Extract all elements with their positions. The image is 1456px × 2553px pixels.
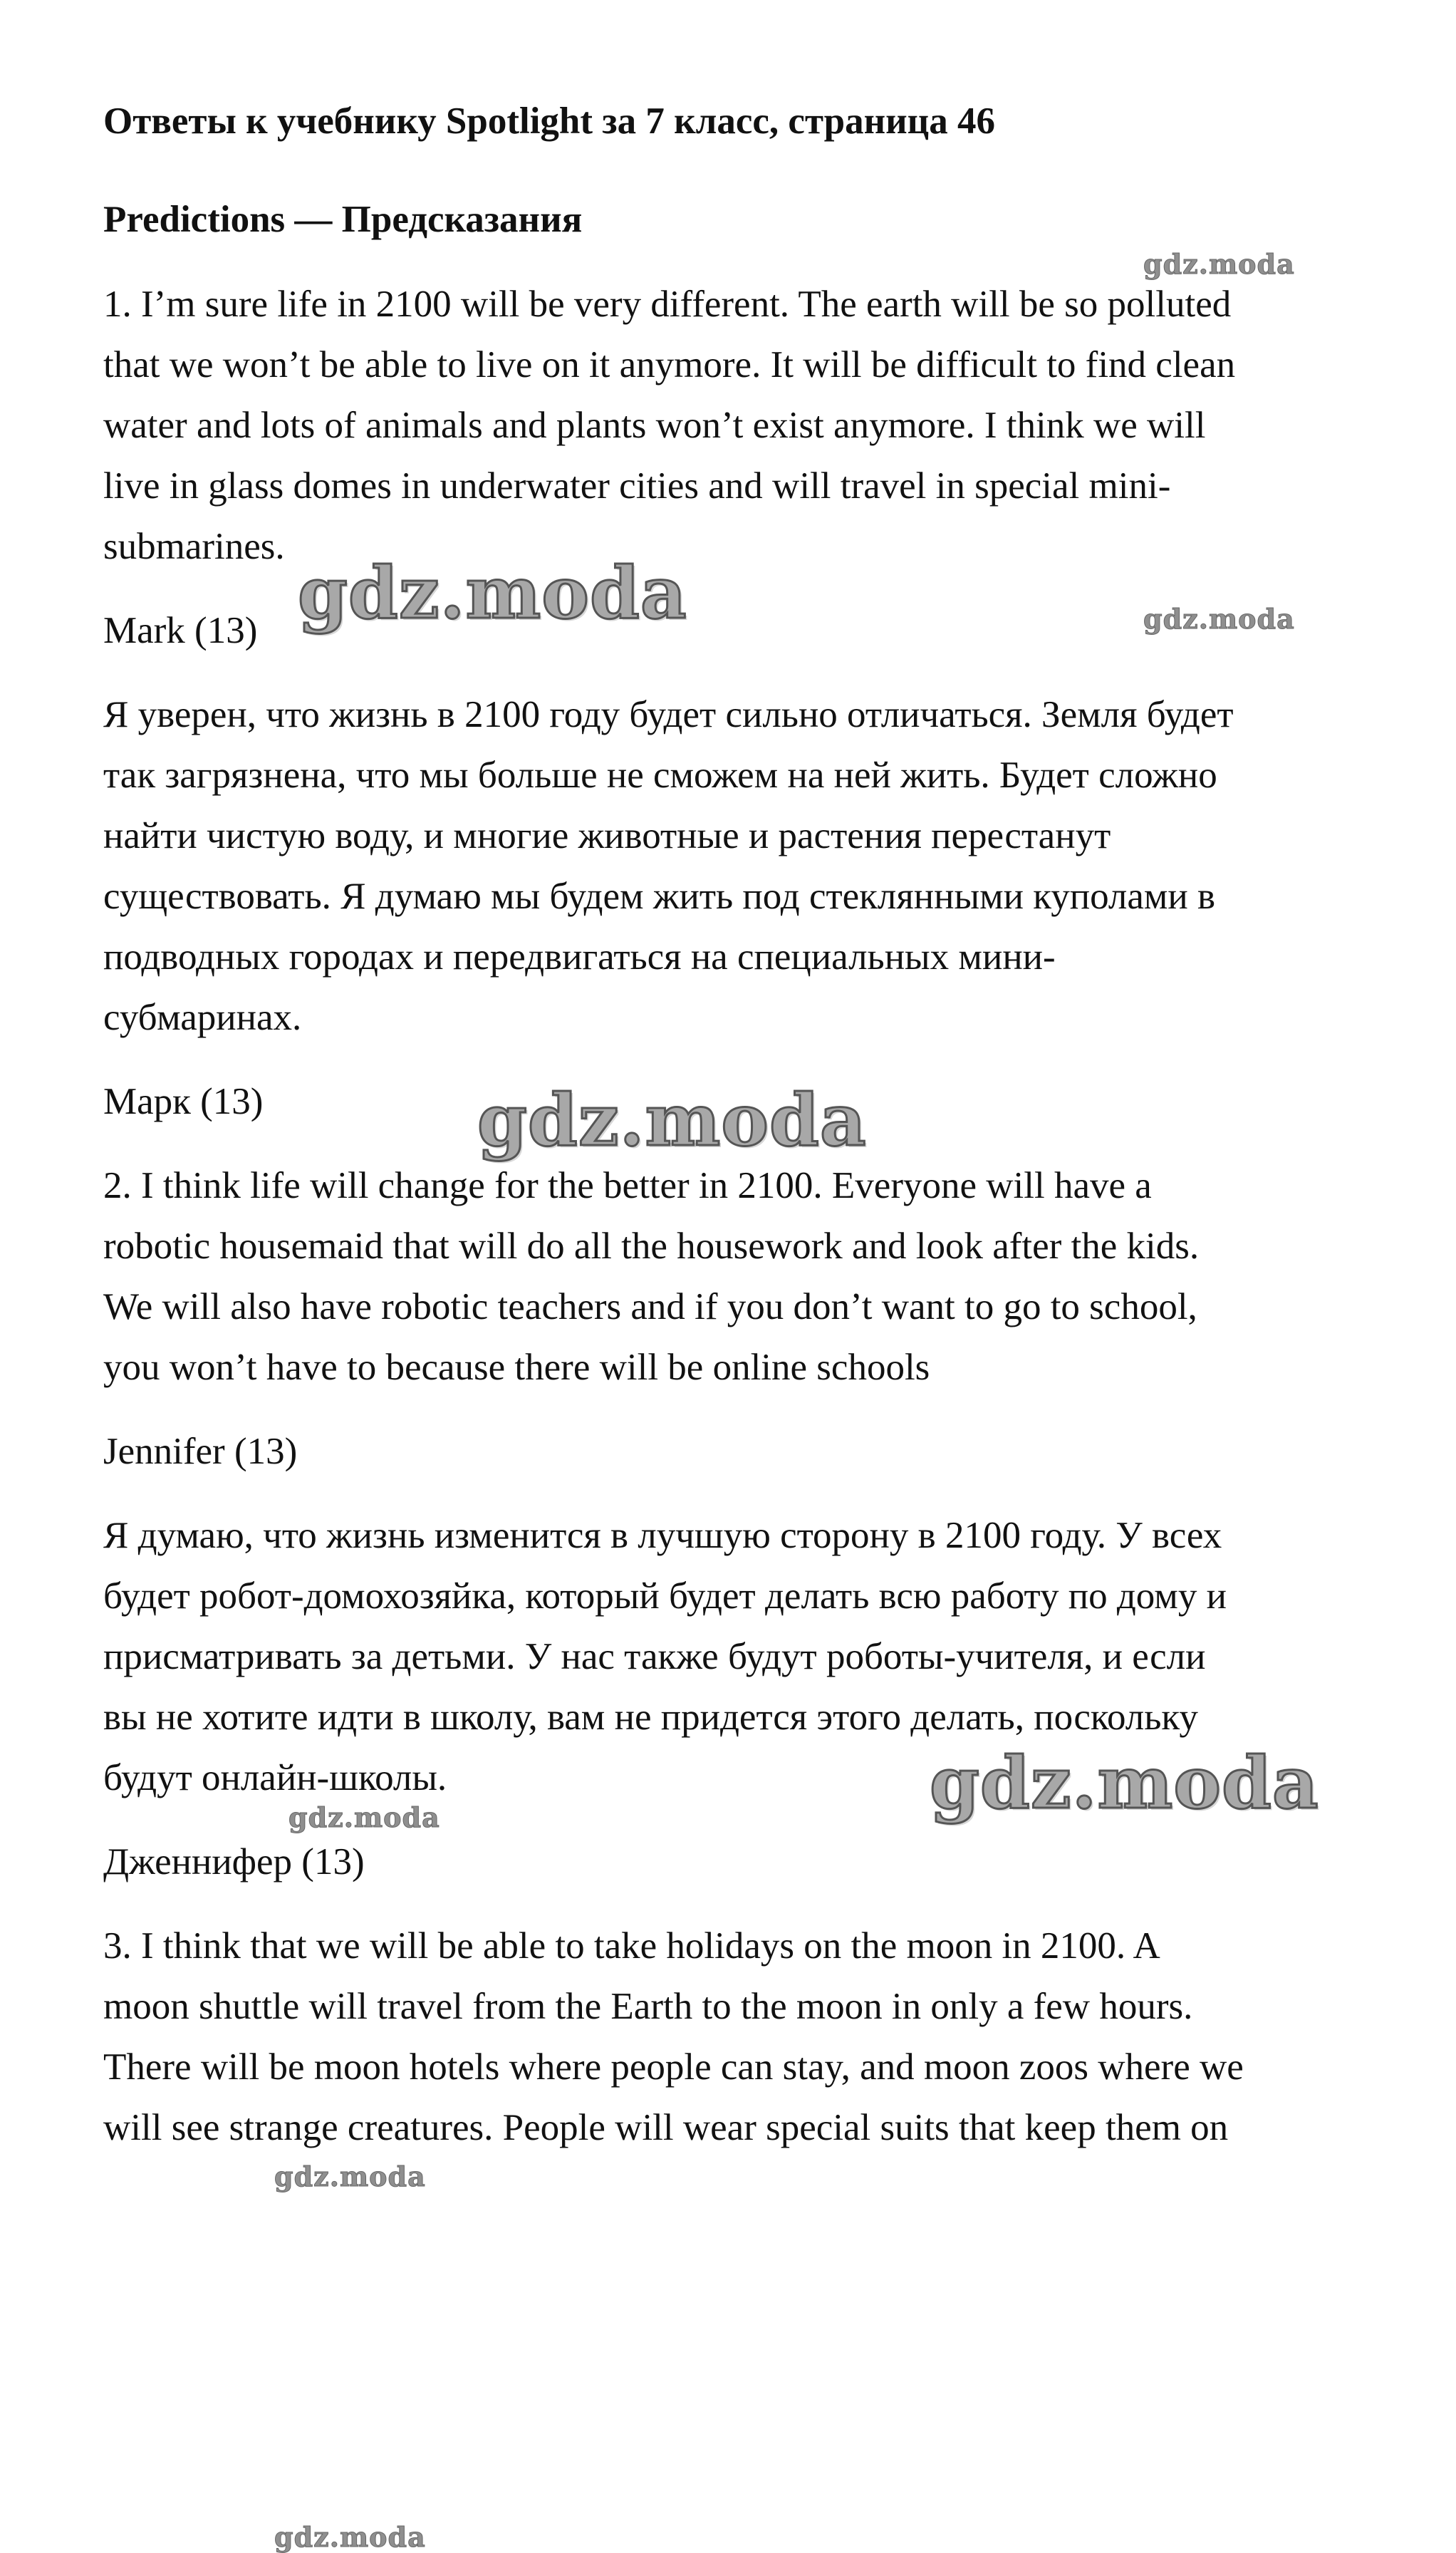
entry-3-english-line-3: There will be moon hotels where people can stay, and moon zoos where we xyxy=(103,2046,1244,2088)
section-title: Predictions — Предсказания xyxy=(103,199,583,240)
entry-3-english-line-1: 3. I think that we will be able to take holidays on the moon in 2100. A xyxy=(103,1925,1160,1967)
entry-2-russian-author: Дженнифер (13) xyxy=(103,1841,365,1883)
watermark: gdz.moda xyxy=(274,2160,426,2192)
entry-1-russian-line-6: субмаринах. xyxy=(103,997,302,1038)
watermark: gdz.moda xyxy=(930,1741,1319,1825)
entry-1-russian-line-4: существовать. Я думаю мы будем жить под стеклянными куполами в xyxy=(103,876,1216,917)
entry-2-russian-line-4: вы не хотите идти в школу, вам не придется этого делать, поскольку xyxy=(103,1697,1198,1738)
entry-2-english-line-2: robotic housemaid that will do all the housework and look after the kids. xyxy=(103,1226,1200,1267)
entry-2-english-line-1: 2. I think life will change for the better in 2100. Everyone will have a xyxy=(103,1165,1152,1206)
entry-1-english-line-2: that we won’t be able to live on it anymore. It will be difficult to find clean xyxy=(103,344,1236,385)
watermark: gdz.moda xyxy=(288,1801,440,1833)
entry-1-russian-line-1: Я уверен, что жизнь в 2100 году будет сильно отличаться. Земля будет xyxy=(103,694,1234,735)
watermark: gdz.moda xyxy=(1143,248,1295,280)
watermark: gdz.moda xyxy=(1143,603,1295,635)
entry-3-english-line-2: moon shuttle will travel from the Earth to the moon in only a few hours. xyxy=(103,1986,1193,2027)
entry-1-english-line-4: live in glass domes in underwater cities and will travel in special mini- xyxy=(103,465,1171,507)
entry-1-russian-line-5: подводных городах и передвигаться на специальных мини- xyxy=(103,936,1056,978)
watermark: gdz.moda xyxy=(477,1078,867,1162)
entry-1-english-line-1: 1. I’m sure life in 2100 will be very different. The earth will be so polluted xyxy=(103,284,1232,325)
entry-2-russian-line-5: будут онлайн-школы. xyxy=(103,1757,447,1798)
entry-2-english-line-4: you won’t have to because there will be online schools xyxy=(103,1347,930,1388)
entry-3-english-line-4: will see strange creatures. People will wear special suits that keep them on xyxy=(103,2107,1229,2148)
entry-2-russian-line-3: присматривать за детьми. У нас также будут роботы-учителя, и если xyxy=(103,1636,1206,1677)
entry-1-english-author: Mark (13) xyxy=(103,610,258,651)
entry-2-russian-line-2: будет робот-домохозяйка, который будет делать всю работу по дому и xyxy=(103,1575,1227,1617)
entry-2-english-author: Jennifer (13) xyxy=(103,1431,298,1472)
entry-2-russian-line-1: Я думаю, что жизнь изменится в лучшую сторону в 2100 году. У всех xyxy=(103,1515,1222,1556)
watermark: gdz.moda xyxy=(298,551,687,635)
entry-1-english-line-5: submarines. xyxy=(103,526,285,567)
entry-1-english-line-3: water and lots of animals and plants won’t exist anymore. I think we will xyxy=(103,405,1206,446)
entry-2-english-line-3: We will also have robotic teachers and if you don’t want to go to school, xyxy=(103,1286,1197,1327)
entry-1-russian-line-3: найти чистую воду, и многие животные и растения перестанут xyxy=(103,815,1111,856)
watermark: gdz.moda xyxy=(274,2521,426,2553)
page-title: Ответы к учебнику Spotlight за 7 класс, страница 46 xyxy=(103,100,995,142)
entry-1-russian-author: Марк (13) xyxy=(103,1081,264,1122)
entry-1-russian-line-2: так загрязнена, что мы больше не сможем на ней жить. Будет сложно xyxy=(103,755,1217,796)
